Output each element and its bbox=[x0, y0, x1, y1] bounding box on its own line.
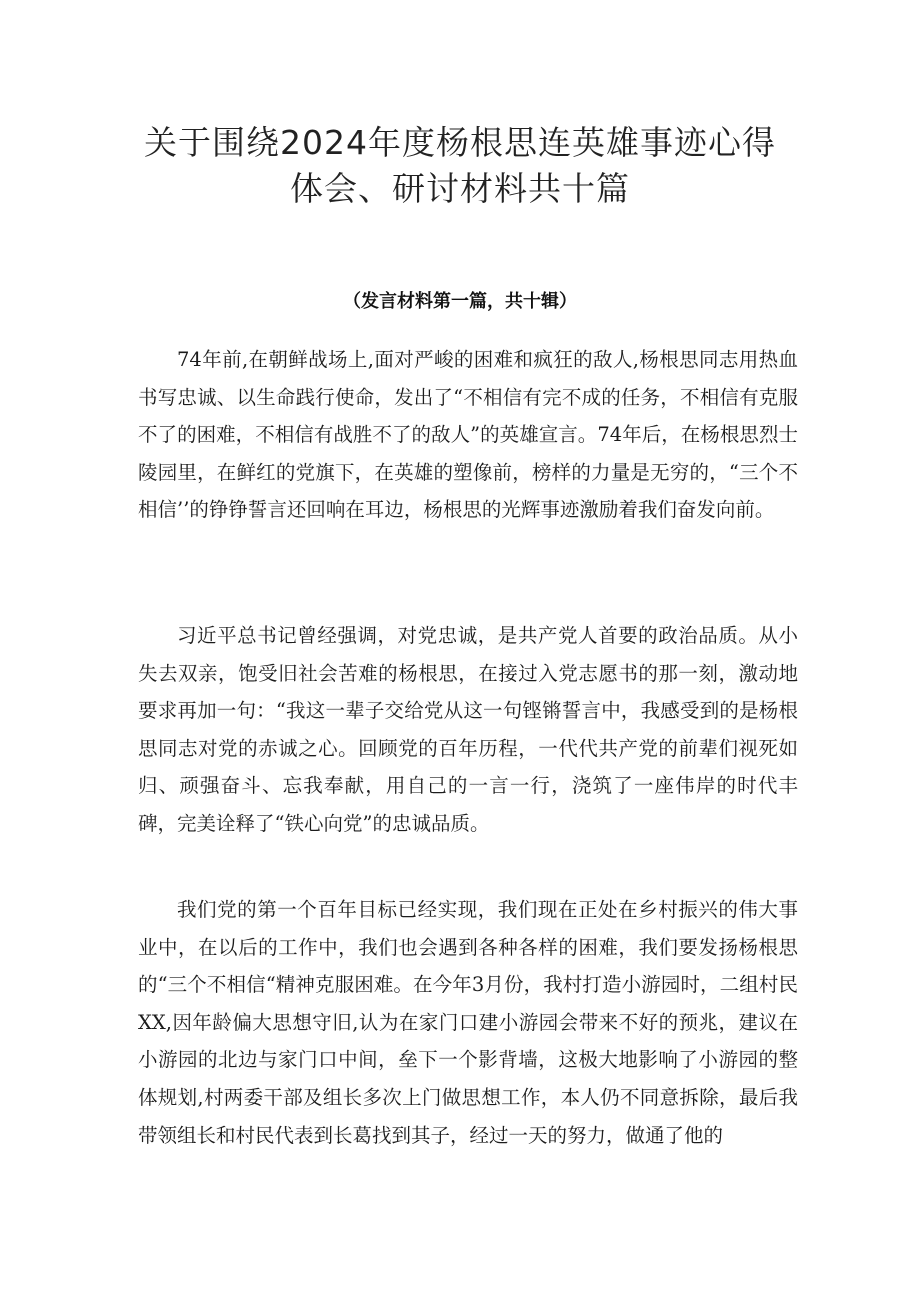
document-subtitle: （发言材料第一篇，共十辑） bbox=[343, 291, 577, 312]
paragraph-2: 习近平总书记曾经强调，对党忠诚，是共产党人首要的政治品质。从小失去双亲，饱受旧社会苦难的杨根思，在接过入党志愿书的那一刻，激动地要求再加一句：“我这一辈子交给党从这一句铿锵誓言中，我感受到的是杨根思同志对党的赤诚之心。回顾党的百年历程，一代代共产党的前辈们视死如归、顽强奋斗、忘我奉献，用自己的一言一行，浇筑了一座伟岸的时代丰碑，完美诠释了“铁心向党”的忠诚品质。 bbox=[138, 624, 798, 835]
document-title-line-1: 关于围绕2024年度杨根思连英雄事迹心得 bbox=[144, 123, 776, 162]
paragraph-1: 74年前,在朝鲜战场上,面对严峻的困难和疯狂的敌人,杨根思同志用热血书写忠诚、以生命践行使命，发出了“不相信有完不成的任务，不相信有克服不了的困难，不相信有战胜不了的敌人”的英雄宣言。74年后，在杨根思烈士陵园里，在鲜红的党旗下，在英雄的塑像前，榜样的力量是无穷的，“三个不相信’’的铮铮誓言还回响在耳边，杨根思的光辉事迹激励着我们奋发向前。 bbox=[138, 348, 798, 522]
document-title-line-2: 体会、研讨材料共十篇 bbox=[290, 169, 630, 208]
paragraph-3: 我们党的第一个百年目标已经实现，我们现在正处在乡村振兴的伟大事业中，在以后的工作中，我们也会遇到各种各样的困难，我们要发扬杨根思的“三个不相信“精神克服困难。在今年3月份，我村打造小游园时，二组村民XX,因年龄偏大思想守旧,认为在家门口建小游园会带来不好的预兆，建议在小游园的北边与家门口中间，垒下一个影背墙，这极大地影响了小游园的整体规划,村两委干部及组长多次上门做思想工作，本人仍不同意拆除，最后我带领组长和村民代表到长葛找到其子，经过一天的努力，做通了他的 bbox=[138, 898, 798, 1147]
